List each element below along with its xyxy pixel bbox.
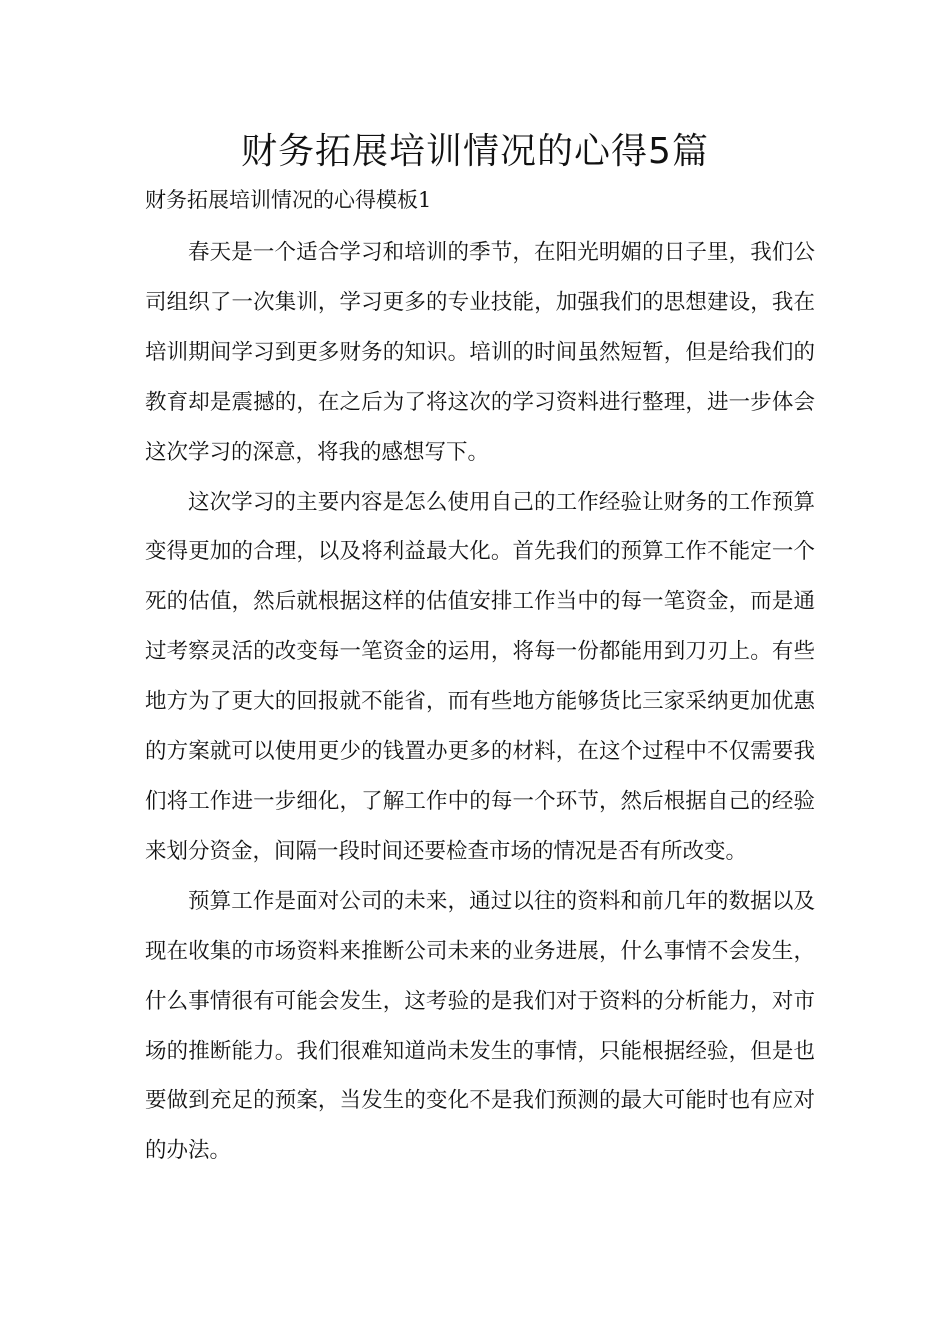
document-title: 财务拓展培训情况的心得5篇 — [241, 131, 709, 172]
paragraph-1: 春天是一个适合学习和培训的季节，在阳光明媚的日子里，我们公司组织了一次集训，学习更多的专业技能，加强我们的思想建设，我在培训期间学习到更多财务的知识。培训的时间虽然短暂，但是给我们的教育却是震撼的，在之后为了将这次的学习资料进行整理，进一步体会这次学习的深意，将我的感想写下。 — [145, 240, 815, 465]
document-body — [145, 228, 815, 1176]
document-subtitle: 财务拓展培训情况的心得模板1 — [145, 188, 432, 212]
paragraph-3: 预算工作是面对公司的未来，通过以往的资料和前几年的数据以及现在收集的市场资料来推断公司未来的业务进展，什么事情不会发生，什么事情很有可能会发生，这考验的是我们对于资料的分析能力，对市场的推断能力。我们很难知道尚未发生的事情，只能根据经验，但是也要做到充足的预案，当发生的变化不是我们预测的最大可能时也有应对的办法。 — [145, 888, 815, 1164]
paragraph-2: 这次学习的主要内容是怎么使用自己的工作经验让财务的工作预算变得更加的合理，以及将利益最大化。首先我们的预算工作不能定一个死的估值，然后就根据这样的估值安排工作当中的每一笔资金，而是通过考察灵活的改变每一笔资金的运用，将每一份都能用到刀刃上。有些地方为了更大的回报就不能省，而有些地方能够货比三家采纳更加优惠的方案就可以使用更少的钱置办更多的材料，在这个过程中不仅需要我们将工作进一步细化，了解工作中的每一个环节，然后根据自己的经验来划分资金，间隔一段时间还要检查市场的情况是否有所改变。 — [145, 489, 815, 864]
